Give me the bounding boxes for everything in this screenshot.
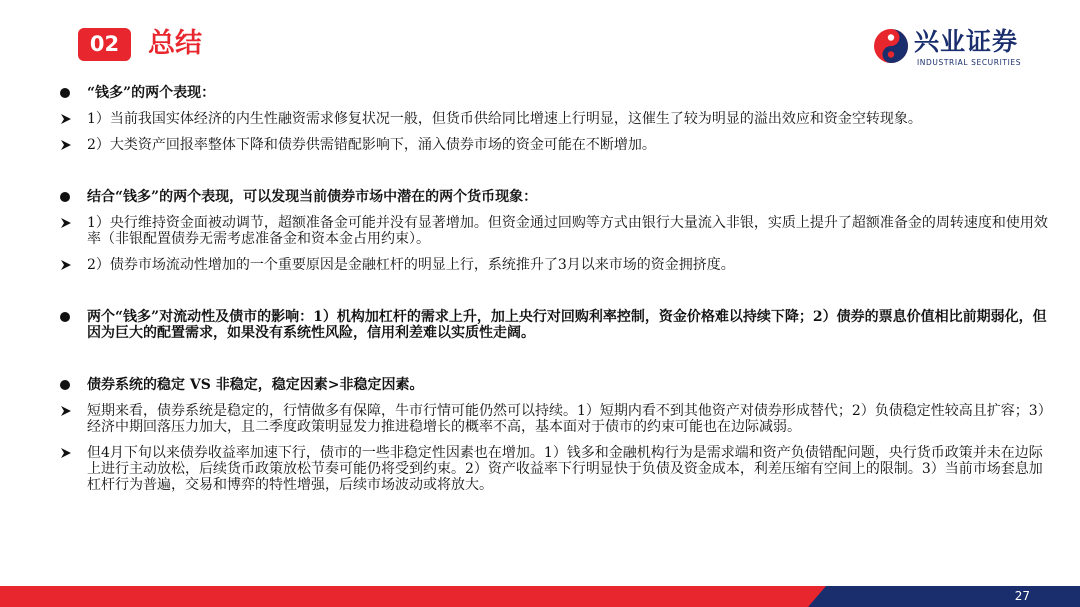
list-item-text: 1）当前我国实体经济的内生性融资需求修复状况一般，但货币供给同比增速上行明显，这催生了较为明显的溢出效应和资金空转现象。: [87, 111, 922, 127]
list-item: [60, 111, 1050, 127]
arrow-bullet-icon: [60, 447, 72, 459]
footer-bar: [0, 586, 1080, 607]
section-heading-text: 结合“钱多”的两个表现，可以发现当前债券市场中潜在的两个货币现象：: [87, 189, 538, 205]
arrow-bullet-icon: [60, 113, 72, 125]
list-item-text: 2）大类资产回报率整体下降和债券供需错配影响下，涌入债券市场的资金可能在不断增加。: [87, 137, 656, 153]
bullet-dot-icon: [60, 88, 70, 98]
section-heading: [60, 189, 1050, 205]
bullet-dot-icon: [60, 192, 70, 202]
section-heading: [60, 85, 1050, 101]
logo-name-en: INDUSTRIAL SECURITIES: [917, 58, 1022, 67]
page-title: 总结: [148, 28, 202, 59]
arrow-bullet-icon: [60, 259, 72, 271]
list-item: [60, 403, 1050, 435]
list-item: [60, 257, 1050, 273]
logo-name-cn: 兴业证券: [914, 27, 1019, 56]
section-heading-text: 两个“钱多”对流动性及债市的影响：1）机构加杠杆的需求上升，加上央行对回购利率控制，资金价格难以持续下降；2）债券的票息价值相比前期弱化，但因为巨大的配置需求，如果没有系统性风险，信用利差难以实质性走阔。: [87, 309, 1047, 341]
list-item-text: 2）债券市场流动性增加的一个重要原因是金融杠杆的明显上行，系统推升了3月以来市场的资金拥挤度。: [87, 257, 735, 273]
arrow-bullet-icon: [60, 139, 72, 151]
list-item-text: 短期来看，债券系统是稳定的，行情做多有保障，牛市行情可能仍然可以持续。1）短期内看不到其他资产对债券形成替代；2）负债稳定性较高且扩容；3）经济中期回落压力加大，且二季度政策明显发力推进稳增长的概率不高，基本面对于债市的约束可能也在边际减弱。: [87, 403, 1045, 435]
logo-emblem-icon: [872, 27, 910, 65]
list-item: [60, 215, 1050, 247]
summary-content: [60, 82, 1050, 493]
section-heading: [60, 377, 1050, 393]
list-item-text: 1）央行维持资金面被动调节，超额准备金可能并没有显著增加。但资金通过回购等方式由银行大量流入非银，实质上提升了超额准备金的周转速度和使用效率（非银配置债券无需考虑准备金和资本金占用约束）。: [87, 215, 1048, 247]
page-number: 27: [1014, 589, 1030, 603]
arrow-bullet-icon: [60, 217, 72, 229]
section-number-badge: 02: [78, 28, 131, 61]
section-heading: [60, 309, 1050, 341]
company-logo: [868, 24, 1058, 72]
list-item: [60, 445, 1050, 493]
list-item-text: 但4月下旬以来债券收益率加速下行，债市的一些非稳定性因素也在增加。1）钱多和金融机构行为是需求端和资产负债错配问题，央行货币政策并未在边际上进行主动放松，后续货币政策放松节奏可能仍将受到约束。2）资产收益率下行明显快于负债及资金成本，利差压缩有空间上的限制。3）当前市场套息加杠杆行为普遍，交易和博弈的特性增强，后续市场波动或将放大。: [87, 445, 1043, 493]
list-item: [60, 137, 1050, 153]
section-heading-text: 债券系统的稳定 VS 非稳定，稳定因素>非稳定因素。: [87, 377, 424, 393]
bullet-dot-icon: [60, 380, 70, 390]
section-heading-text: “钱多”的两个表现：: [87, 85, 216, 101]
arrow-bullet-icon: [60, 405, 72, 417]
bullet-dot-icon: [60, 312, 70, 322]
